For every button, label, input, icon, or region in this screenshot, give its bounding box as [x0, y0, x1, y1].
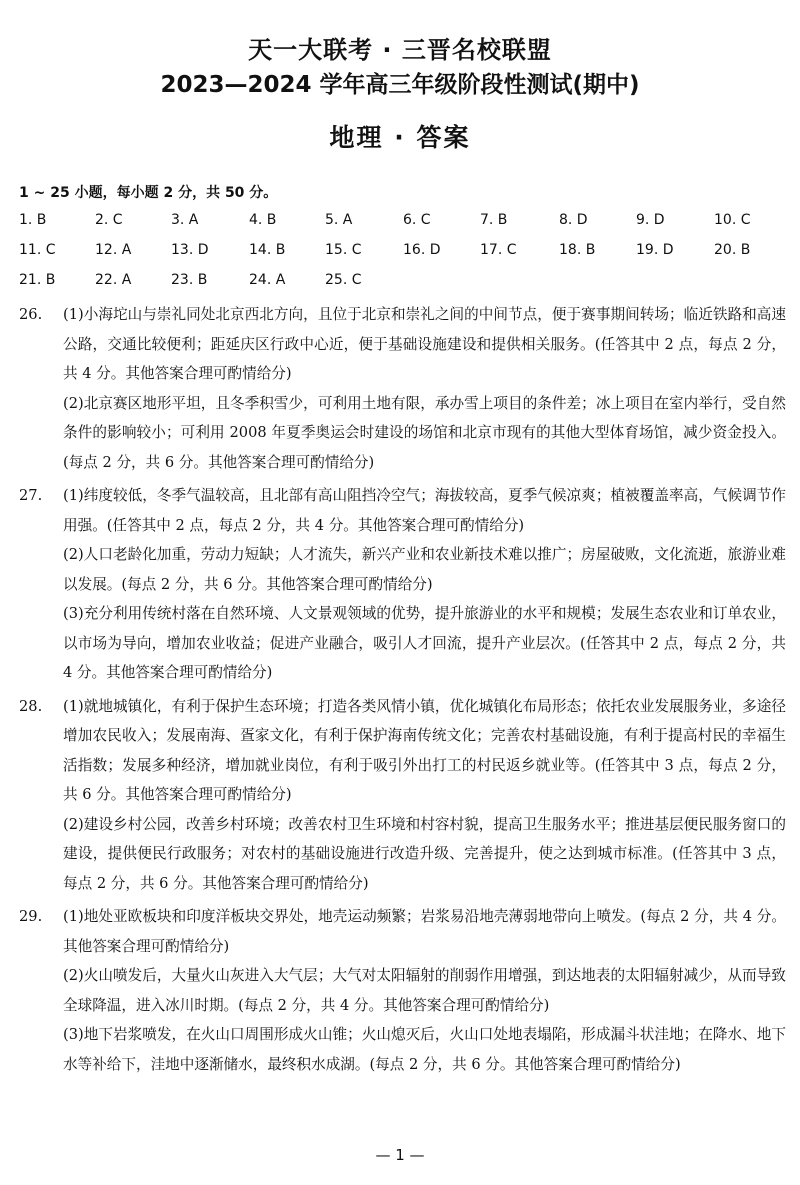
- choice-answer-grid: [19, 212, 789, 302]
- answer-item: 4. B: [249, 212, 277, 228]
- answer-item: 16. D: [403, 242, 441, 258]
- answer-paragraph: [19, 481, 786, 540]
- answer-text: (1)地处亚欧板块和印度洋板块交界处，地壳运动频繁；岩浆易沿地壳薄弱地带向上喷发。(每点 2 分，共 4 分。其他答案合理可酌情给分): [63, 908, 786, 955]
- answer-item: 8. D: [559, 212, 588, 228]
- answer-item: 12. A: [95, 242, 132, 258]
- answer-item: 18. B: [559, 242, 596, 258]
- answer-item: 22. A: [95, 272, 132, 288]
- answer-item: 21. B: [19, 272, 56, 288]
- answer-row: [19, 272, 789, 302]
- answer-item: 14. B: [249, 242, 286, 258]
- subject-title: 地理 · 答案: [329, 123, 471, 152]
- answer-text: (1)小海坨山与崇礼同处北京西北方向，且位于北京和崇礼之间的中间节点，便于赛事期间转场；临近铁路和高速公路，交通比较便利；距延庆区行政中心近，便于基础设施建设和提供相关服务。(任答其中 2 点，每点 2 分，共 4 分。其他答案合理可酌情给分): [63, 306, 786, 382]
- answer-paragraph: (2)人口老龄化加重，劳动力短缺；人才流失，新兴产业和农业新技术难以推广；房屋破败，文化流逝，旅游业难以发展。(每点 2 分，共 6 分。其他答案合理可酌情给分): [63, 546, 786, 593]
- question-29: [19, 902, 786, 1079]
- answer-item: 15. C: [325, 242, 362, 258]
- answer-paragraph: [19, 692, 786, 810]
- free-response-answers: [19, 300, 786, 1083]
- answer-item: 19. D: [636, 242, 674, 258]
- answer-text: (1)就地城镇化，有利于保护生态环境；打造各类风情小镇，优化城镇化布局形态；依托农业发展服务业，多途径增加农民收入；发展南海、疍家文化，有利于保护海南传统文化；完善农村基础设施，有利于提高村民的幸福生活指数；发展多种经济，增加就业岗位，有利于吸引外出打工的村民返乡就业等。(任答其中 3 点，每点 2 分，共 6 分。其他答案合理可酌情给分): [63, 697, 786, 803]
- answer-paragraph: (2)北京赛区地形平坦，且冬季积雪少，可利用土地有限，承办雪上项目的条件差；冰上项目在室内举行，受自然条件的影响较小；可利用 2008 年夏季奥运会时建设的场馆和北京市现有的其他大型体育场馆，减少资金投入。(每点 2 分，共 6 分。其他答案合理可酌情给分): [63, 394, 786, 471]
- answer-paragraph: [19, 300, 786, 389]
- answer-paragraph: (2)建设乡村公园，改善乡村环境；改善农村卫生环境和村容村貌，提高卫生服务水平；推进基层便民服务窗口的建设，提供便民行政服务；对农村的基础设施进行改造升级、完善提升，使之达到城市标准。(任答其中 3 点，每点 2 分，共 6 分。其他答案合理可酌情给分): [63, 815, 786, 892]
- answer-item: 2. C: [95, 212, 123, 228]
- answer-row: [19, 212, 789, 242]
- answer-paragraph: (3)地下岩浆喷发，在火山口周围形成火山锥；火山熄灭后，火山口处地表塌陷，形成漏斗状洼地；在降水、地下水等补给下，洼地中逐渐储水，最终积水成湖。(每点 2 分，共 6 分。其他答案合理可酌情给分): [63, 1026, 786, 1073]
- answer-item: 11. C: [19, 242, 56, 258]
- answer-item: 3. A: [171, 212, 199, 228]
- answer-item: 7. B: [480, 212, 508, 228]
- question-number: 29.: [19, 908, 43, 925]
- question-number: 28.: [19, 697, 43, 715]
- answer-item: 24. A: [249, 272, 286, 288]
- answer-paragraph: (2)火山喷发后，大量火山灰进入大气层；大气对太阳辐射的削弱作用增强，到达地表的太阳辐射减少，从而导致全球降温，进入冰川时期。(每点 2 分，共 4 分。其他答案合理可酌情给分): [63, 967, 786, 1014]
- answer-paragraph: [19, 902, 786, 961]
- choice-section-intro: 1 ~ 25 小题，每小题 2 分，共 50 分。: [19, 185, 278, 201]
- answer-text: (1)纬度较低，冬季气温较高，且北部有高山阻挡冷空气；海拔较高，夏季气候凉爽；植被覆盖率高，气候调节作用强。(任答其中 2 点，每点 2 分，共 4 分。其他答案合理可酌情给分): [63, 487, 786, 534]
- answer-item: 20. B: [714, 242, 751, 258]
- exam-title-line2: 2023—2024 学年高三年级阶段性测试(期中): [160, 72, 640, 98]
- answer-item: 17. C: [480, 242, 517, 258]
- answer-paragraph: (3)充分利用传统村落在自然环境、人文景观领域的优势，提升旅游业的水平和规模；发展生态农业和订单农业，以市场为导向，增加农业收益；促进产业融合，吸引人才回流，提升产业层次。(任答其中 2 点，每点 2 分，共 4 分。其他答案合理可酌情给分): [63, 605, 786, 681]
- answer-item: 25. C: [325, 272, 362, 288]
- question-27: [19, 481, 786, 688]
- page-number: — 1 —: [375, 1146, 425, 1164]
- answer-item: 10. C: [714, 212, 751, 228]
- answer-item: 6. C: [403, 212, 431, 228]
- answer-item: 1. B: [19, 212, 47, 228]
- answer-row: [19, 242, 789, 272]
- exam-title-line1: 天一大联考 · 三晋名校联盟: [248, 36, 552, 64]
- answer-item: 13. D: [171, 242, 209, 258]
- answer-item: 5. A: [325, 212, 353, 228]
- question-number: 26.: [19, 306, 43, 323]
- answer-item: 23. B: [171, 272, 208, 288]
- answer-item: 9. D: [636, 212, 665, 228]
- question-number: 27.: [19, 487, 43, 504]
- question-26: [19, 300, 786, 477]
- question-28: [19, 692, 786, 899]
